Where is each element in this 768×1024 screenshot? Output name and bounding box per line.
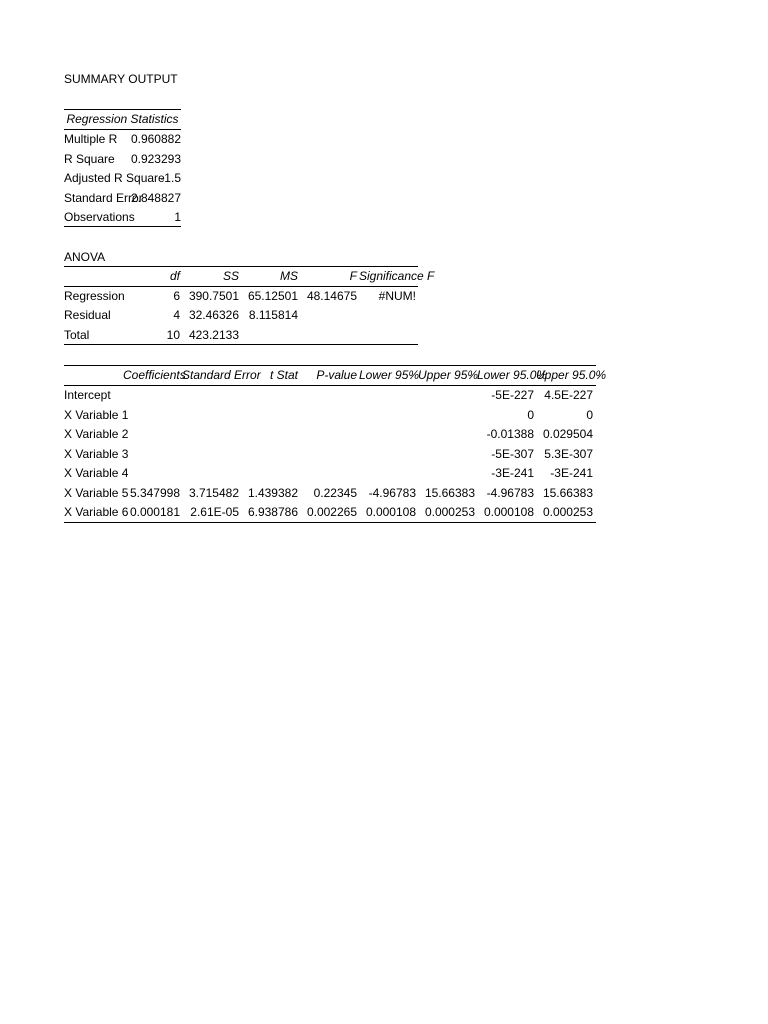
coef-value-cell: -5E-227 [491,388,534,402]
regstats-label: Standard Error [64,191,143,205]
coef-value-cell: 0.000253 [424,505,475,519]
regstats-label: R Square [64,152,115,166]
coef-value-cell [300,424,357,444]
coef-value-cell: 0.000253 [542,505,593,519]
coef-value-cell: -5E-307 [491,447,534,461]
anova-bottom-rule [64,344,418,345]
coef-value-cell [241,405,298,425]
anova-value-cell: 65.12501 [247,289,298,303]
coef-header-cell: Upper 95% [418,368,479,382]
coef-header-cell: Upper 95.0% [536,368,607,382]
coef-value-cell: 0.22345 [313,486,357,500]
anova-row-label: Residual [64,308,111,322]
coef-value-cell: 0.000108 [365,505,416,519]
coef-value-cell [123,444,180,464]
regstats-label: Adjusted R Square [64,171,165,185]
coef-value-cell [123,385,180,405]
coef-value-cell [123,463,180,483]
coef-value-cell: 0 [586,408,593,422]
coef-value-cell [182,405,239,425]
anova-value-cell [359,325,416,345]
coef-row-label: X Variable 6 [64,505,129,519]
summary-title: SUMMARY OUTPUT [64,72,178,86]
coef-value-cell [359,385,416,405]
anova-value-cell: 32.46326 [188,308,239,322]
coef-value-cell [359,405,416,425]
anova-value-cell [241,325,298,345]
coef-value-cell [241,424,298,444]
coef-value-cell [418,444,475,464]
anova-value-cell: 390.7501 [188,289,239,303]
coef-value-cell [418,405,475,425]
coef-value-cell: 0 [527,408,534,422]
coef-value-cell: 1.439382 [247,486,298,500]
anova-header-cell: F [349,269,357,283]
regstats-label: Multiple R [64,132,118,146]
coef-value-cell: 0.000108 [483,505,534,519]
coef-value-cell [300,463,357,483]
anova-value-cell: 48.14675 [306,289,357,303]
anova-value-cell [359,305,416,325]
coef-header-cell: Lower 95.0% [477,368,548,382]
coef-row-label: X Variable 3 [64,447,129,461]
coef-value-cell: -0.01388 [486,427,534,441]
coef-bottom-rule [64,522,596,523]
anova-value-cell [300,325,357,345]
regstats-bottom-rule [64,226,181,227]
anova-title: ANOVA [64,250,106,264]
coef-value-cell [359,424,416,444]
coef-value-cell [359,444,416,464]
anova-header-cell: df [169,269,180,283]
coef-value-cell: 3.715482 [188,486,239,500]
anova-value-cell: 10 [166,328,180,342]
coef-value-cell [241,463,298,483]
coef-value-cell [418,463,475,483]
anova-row-label: Regression [64,289,125,303]
regstats-label: Observations [64,210,135,224]
coef-value-cell: 15.66383 [424,486,475,500]
anova-value-cell: 6 [173,289,180,303]
anova-value-cell: 8.115814 [248,308,298,322]
anova-row-label: Total [64,328,90,342]
coef-row-label: X Variable 2 [64,427,129,441]
coef-value-cell [123,405,180,425]
anova-header-cell: Significance F [359,269,435,283]
coef-value-cell [182,463,239,483]
regstats-header: Regression Statistics [66,112,179,126]
anova-value-cell: #NUM! [378,289,416,303]
coef-value-cell: 2.61E-05 [190,505,239,519]
regstats-value: 0.923293 [130,152,181,166]
coef-value-cell: 6.938786 [247,505,298,519]
coef-value-cell [182,424,239,444]
coef-value-cell: -4.96783 [368,486,416,500]
coef-value-cell [182,385,239,405]
coef-header-cell: Coefficients [123,368,186,382]
coef-value-cell [241,385,298,405]
coef-value-cell [241,444,298,464]
regstats-value: 2.848827 [130,191,181,205]
anova-value-cell [300,305,357,325]
coef-value-cell: 0.029504 [542,427,593,441]
coef-value-cell: 4.5E-227 [544,388,593,402]
coef-value-cell [359,463,416,483]
coef-value-cell: 0.002265 [306,505,357,519]
coef-header-cell: t Stat [269,368,298,382]
coef-value-cell: -4.96783 [486,486,534,500]
anova-value-cell: 423.2133 [188,328,239,342]
coef-value-cell: -3E-241 [550,466,593,480]
coef-header-cell: Standard Error [182,368,261,382]
coef-value-cell [182,444,239,464]
coef-value-cell: 15.66383 [542,486,593,500]
coef-value-cell [418,385,475,405]
coef-value-cell [418,424,475,444]
anova-value-cell: 4 [173,308,180,322]
regstats-value: 0.960882 [130,132,181,146]
coef-value-cell [300,444,357,464]
coef-header-cell: Lower 95% [359,368,420,382]
regstats-value: 1 [174,210,181,224]
coef-value-cell: -3E-241 [491,466,534,480]
coef-value-cell: 0.000181 [129,505,180,519]
coef-header-cell: P-value [316,368,357,382]
coef-value-cell: 5.347998 [129,486,180,500]
anova-header-cell: MS [280,269,298,283]
coef-row-label: X Variable 4 [64,466,129,480]
coef-value-cell [300,405,357,425]
coef-value-cell: 5.3E-307 [544,447,593,461]
coef-value-cell [300,385,357,405]
coef-row-label: X Variable 5 [64,486,129,500]
coef-row-label: X Variable 1 [64,408,129,422]
anova-header-cell: SS [222,269,239,283]
regstats-value: -1.5 [160,171,181,185]
coef-value-cell [123,424,180,444]
coef-row-label: Intercept [64,388,111,402]
